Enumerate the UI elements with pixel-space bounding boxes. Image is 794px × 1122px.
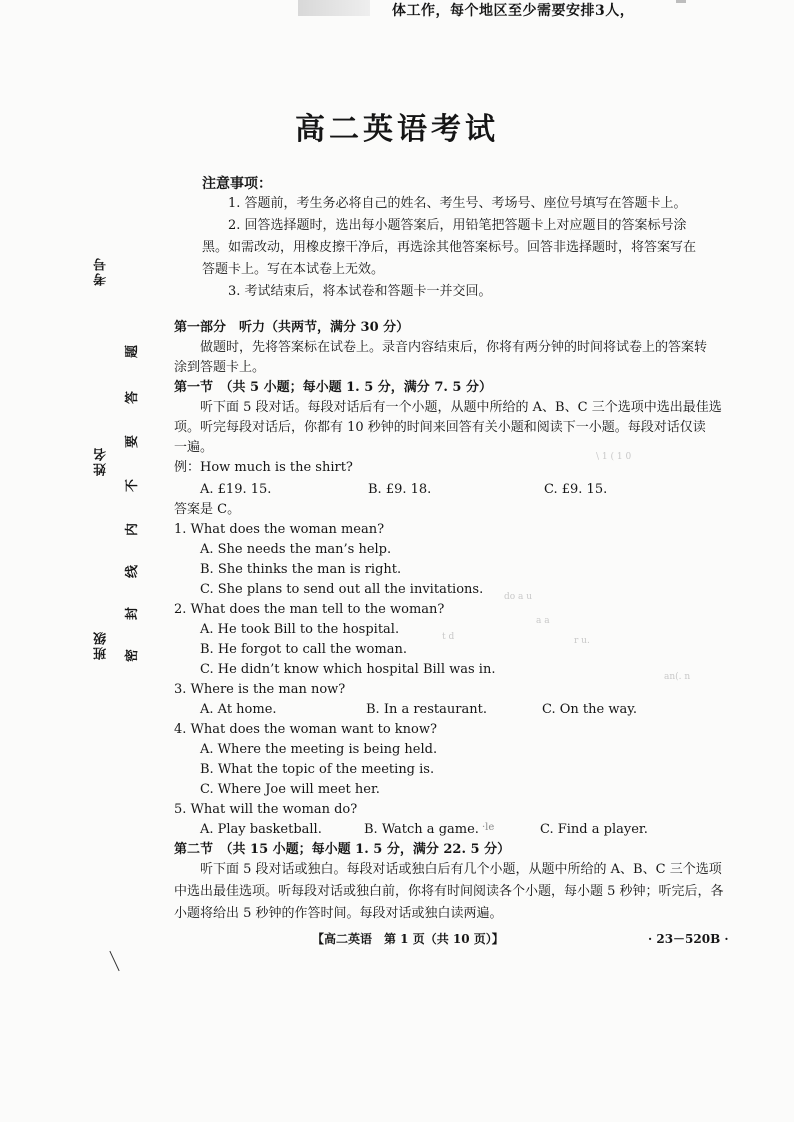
previous-page-fragment: 体工作，每个地区至少需要安排3人， [392, 3, 635, 19]
question-2-option-b: B. He forgot to call the woman. [200, 642, 407, 657]
question-2: 2. What does the man tell to the woman? [174, 602, 445, 617]
section1-intro: 项。听完每段对话后，你都有 10 秒钟的时间来回答有关小题和阅读下一小题。每段对话仅读 [174, 420, 706, 435]
exam-number-label: 考号 [94, 256, 109, 286]
question-1-option-b: B. She thinks the man is right. [200, 562, 402, 577]
question-1-option-a: A. She needs the man’s help. [200, 542, 392, 557]
example-option: A. £19. 15. [200, 482, 272, 497]
bleed-mark: r u. [574, 636, 590, 646]
seal-char: 密 [125, 648, 141, 663]
scan-smudge [298, 0, 370, 16]
question-3-option-a: A. At home. [200, 702, 277, 717]
seal-char: 内 [125, 522, 141, 537]
pen-stroke [109, 951, 119, 971]
section2-heading: 第二节 （共 15 小题；每小题 1. 5 分，满分 22. 5 分） [174, 842, 511, 857]
question-4-option-c: C. Where Joe will meet her. [200, 782, 380, 797]
name-label: 姓名 [94, 446, 109, 476]
question-5-option-b: B. Watch a game. [364, 822, 479, 837]
question-4-option-a: A. Where the meeting is being held. [200, 742, 438, 757]
section1-intro: 听下面 5 段对话。每段对话后有一个小题，从题中所给的 A、B、C 三个选项中选出最佳选 [200, 400, 722, 415]
question-3-option-b: B. In a restaurant. [366, 702, 487, 717]
section2-intro: 小题将给出 5 秒钟的作答时间。每段对话或独白读两遍。 [174, 906, 503, 921]
question-3: 3. Where is the man now? [174, 682, 346, 697]
seal-char: 要 [125, 434, 141, 449]
question-2-option-c: C. He didn’t know which hospital Bill was in. [200, 662, 496, 677]
question-5-option-c: C. Find a player. [540, 822, 648, 837]
question-5-option-a: A. Play basketball. [200, 822, 322, 837]
section1-intro: 一遍。 [174, 440, 214, 455]
question-5: 5. What will the woman do? [174, 802, 358, 817]
question-4: 4. What does the woman want to know? [174, 722, 437, 737]
seal-char: 封 [125, 606, 141, 621]
question-4-option-b: B. What the topic of the meeting is. [200, 762, 435, 777]
seal-char: 线 [125, 564, 141, 579]
part1-heading: 第一部分 听力（共两节，满分 30 分） [174, 320, 410, 335]
bleed-mark: t d [442, 632, 455, 642]
class-label: 班级 [94, 630, 109, 660]
seal-char: 不 [125, 478, 141, 493]
bleed-mark: ·le [482, 822, 495, 833]
example-question: 例：How much is the shirt? [174, 460, 353, 475]
bleed-mark: a a [536, 616, 550, 626]
seal-char: 题 [125, 344, 141, 359]
bleed-mark: do a u [504, 592, 533, 602]
example-answer: 答案是 C。 [174, 502, 241, 517]
notice-line: 2. 回答选择题时，选出每小题答案后，用铅笔把答题卡上对应题目的答案标号涂 [228, 218, 687, 233]
section2-intro: 中选出最佳选项。听每段对话或独白前，你将有时间阅读各个小题，每小题 5 秒钟；听完后，各 [174, 884, 724, 899]
notice-heading: 注意事项： [202, 176, 272, 192]
notice-line: 答题卡上。写在本试卷上无效。 [202, 262, 385, 277]
section1-heading: 第一节 （共 5 小题；每小题 1. 5 分，满分 7. 5 分） [174, 380, 492, 395]
question-1-option-c: C. She plans to send out all the invitations. [200, 582, 484, 597]
seal-char: 答 [125, 390, 141, 405]
question-1: 1. What does the woman mean? [174, 522, 385, 537]
part1-intro: 涂到答题卡上。 [174, 360, 266, 375]
part1-intro: 做题时，先将答案标在试卷上。录音内容结束后，你将有两分钟的时间将试卷上的答案转 [200, 340, 708, 355]
page-footer-code: · 23－520B · [648, 932, 729, 946]
notice-line: 3. 考试结束后，将本试卷和答题卡一并交回。 [228, 284, 492, 299]
question-2-option-a: A. He took Bill to the hospital. [200, 622, 400, 637]
scan-mark [676, 0, 686, 3]
notice-line: 黑。如需改动，用橡皮擦干净后，再选涂其他答案标号。回答非选择题时，将答案写在 [202, 240, 697, 255]
exam-title: 高二英语考试 [295, 112, 499, 147]
bleed-mark: an(. n [664, 672, 691, 682]
bleed-mark: \ 1 ( 1 0 [596, 452, 632, 462]
question-3-option-c: C. On the way. [542, 702, 637, 717]
page-footer-label: 【高二英语 第 1 页（共 10 页）】 [312, 932, 504, 946]
notice-line: 1. 答题前，考生务必将自己的姓名、考生号、考场号、座位号填写在答题卡上。 [228, 196, 687, 211]
example-option: B. £9. 18. [368, 482, 432, 497]
example-option: C. £9. 15. [544, 482, 608, 497]
section2-intro: 听下面 5 段对话或独白。每段对话或独白后有几个小题，从题中所给的 A、B、C 三个选项 [200, 862, 722, 877]
